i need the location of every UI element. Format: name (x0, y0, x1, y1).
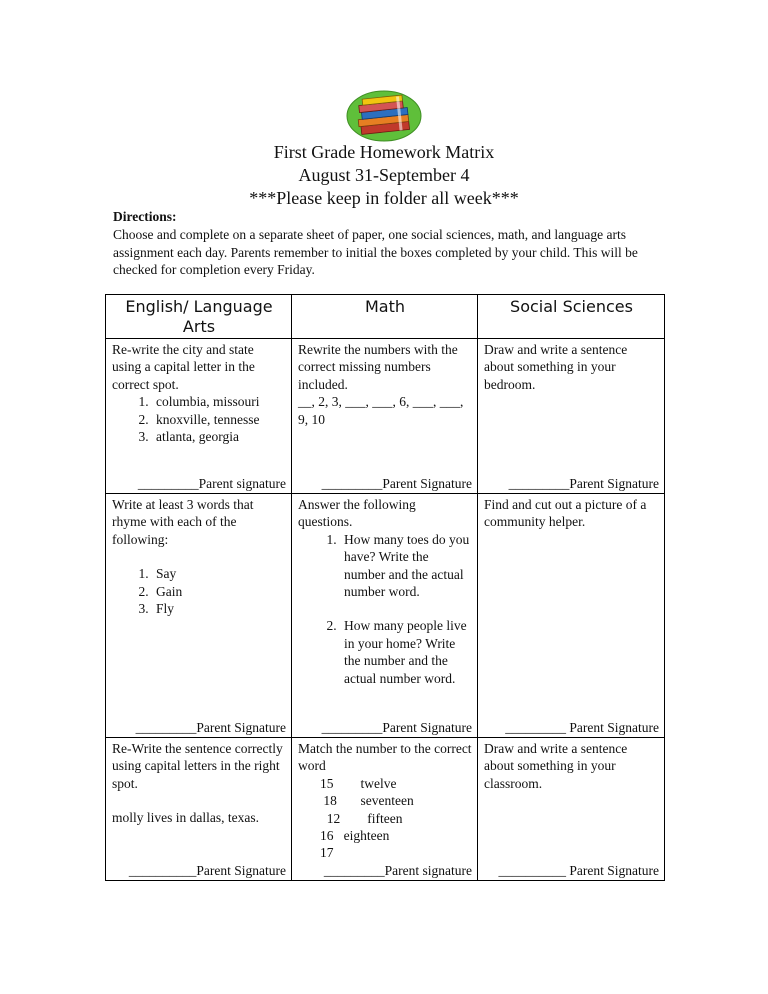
page-title: First Grade Homework Matrix (273, 142, 495, 162)
assignment-text: Find and cut out a picture of a community helper. (484, 497, 647, 530)
table-row (106, 738, 665, 881)
cell-row2-social (478, 494, 665, 738)
cell-row3-ela (106, 738, 292, 881)
list-item: 1. columbia, missouri (152, 393, 286, 410)
parent-signature (484, 475, 659, 492)
cell-row3-math (292, 738, 478, 881)
assignment-text: Write at least 3 words that rhyme with each of the following: (112, 497, 254, 547)
directions-label: Directions: (113, 209, 177, 224)
list-item: 1. How many toes do you have? Write the number and the actual number word. (340, 531, 472, 601)
cell-row2-math (292, 494, 478, 738)
match-row: 12 fifteen (320, 810, 403, 826)
assignment-text: Re-Write the sentence correctly using capital letters in the right spot. (112, 741, 283, 791)
homework-matrix-table (105, 294, 665, 881)
signature-label: Parent Signature (382, 475, 472, 491)
assignment-text: Answer the following questions. (298, 497, 416, 530)
assignment-text: Rewrite the numbers with the correct missing numbers included. (298, 342, 458, 392)
city-list (112, 393, 286, 445)
assignment-text: Draw and write a sentence about something in your classroom. (484, 741, 628, 791)
rhyme-word-list (112, 565, 286, 617)
header-ela: English/ Language Arts (106, 295, 292, 339)
parent-signature (112, 475, 286, 492)
title-block (0, 141, 768, 210)
signature-label: Parent Signature (566, 862, 659, 878)
parent-signature (484, 719, 659, 736)
table-header-row (106, 295, 665, 339)
directions-text: Choose and complete on a separate sheet of paper, one social sciences, math, and language arts assignment each day. Parents remember to initial the boxes completed by your child. This will be checked for completion every Friday. (113, 227, 638, 278)
signature-label: Parent Signature (566, 719, 659, 735)
sentence-to-fix: molly lives in dallas, texas. (112, 810, 259, 826)
folder-reminder: ***Please keep in folder all week*** (249, 188, 519, 208)
table-row (106, 494, 665, 738)
parent-signature (298, 862, 472, 879)
assignment-text: Match the number to the correct word (298, 741, 472, 774)
list-item: 2. Gain (152, 583, 286, 600)
list-item: 1. Say (152, 565, 286, 582)
list-item: 2. knoxville, tennesse (152, 411, 286, 428)
header-math: Math (292, 295, 478, 339)
signature-label: Parent signature (198, 475, 286, 491)
signature-line: __________ (128, 862, 197, 878)
cell-row1-math (292, 339, 478, 494)
signature-line: _________ (321, 475, 383, 491)
assignment-text: Draw and write a sentence about something in your bedroom. (484, 342, 628, 392)
parent-signature (112, 862, 286, 879)
parent-signature (298, 719, 472, 736)
table-row (106, 339, 665, 494)
cell-row1-social (478, 339, 665, 494)
parent-signature (298, 475, 472, 492)
signature-line: _________ (135, 719, 197, 735)
signature-line: _________ (505, 719, 567, 735)
header-social: Social Sciences (478, 295, 665, 339)
signature-line: _________ (508, 475, 570, 491)
signature-line: _________ (321, 719, 383, 735)
signature-label: Parent Signature (382, 719, 472, 735)
list-item: 2. How many people live in your home? Write the number and the actual number word. (340, 617, 472, 687)
cell-row1-ela (106, 339, 292, 494)
number-sequence: __, 2, 3, ___, ___, 6, ___, ___, 9, 10 (298, 394, 464, 427)
signature-line: _________ (323, 862, 385, 878)
signature-line: _________ (137, 475, 199, 491)
list-item: 3. atlanta, georgia (152, 428, 286, 445)
assignment-text: Re-write the city and state using a capital letter in the correct spot. (112, 342, 255, 392)
date-range: August 31-September 4 (298, 165, 470, 185)
signature-line: __________ (498, 862, 567, 878)
parent-signature (484, 862, 659, 879)
match-row: 17 (320, 845, 334, 861)
list-item: 3. Fly (152, 600, 286, 617)
signature-label: Parent Signature (196, 862, 286, 878)
match-row: 18 seventeen (320, 793, 414, 809)
cell-row2-ela (106, 494, 292, 738)
cell-row3-social (478, 738, 665, 881)
parent-signature (112, 719, 286, 736)
match-row: 15 twelve (320, 775, 397, 791)
match-row: 16 eighteen (320, 828, 390, 844)
question-list (298, 531, 472, 687)
signature-label: Parent Signature (196, 719, 286, 735)
books-logo-icon (346, 90, 422, 142)
signature-label: Parent Signature (569, 475, 659, 491)
signature-label: Parent signature (384, 862, 472, 878)
